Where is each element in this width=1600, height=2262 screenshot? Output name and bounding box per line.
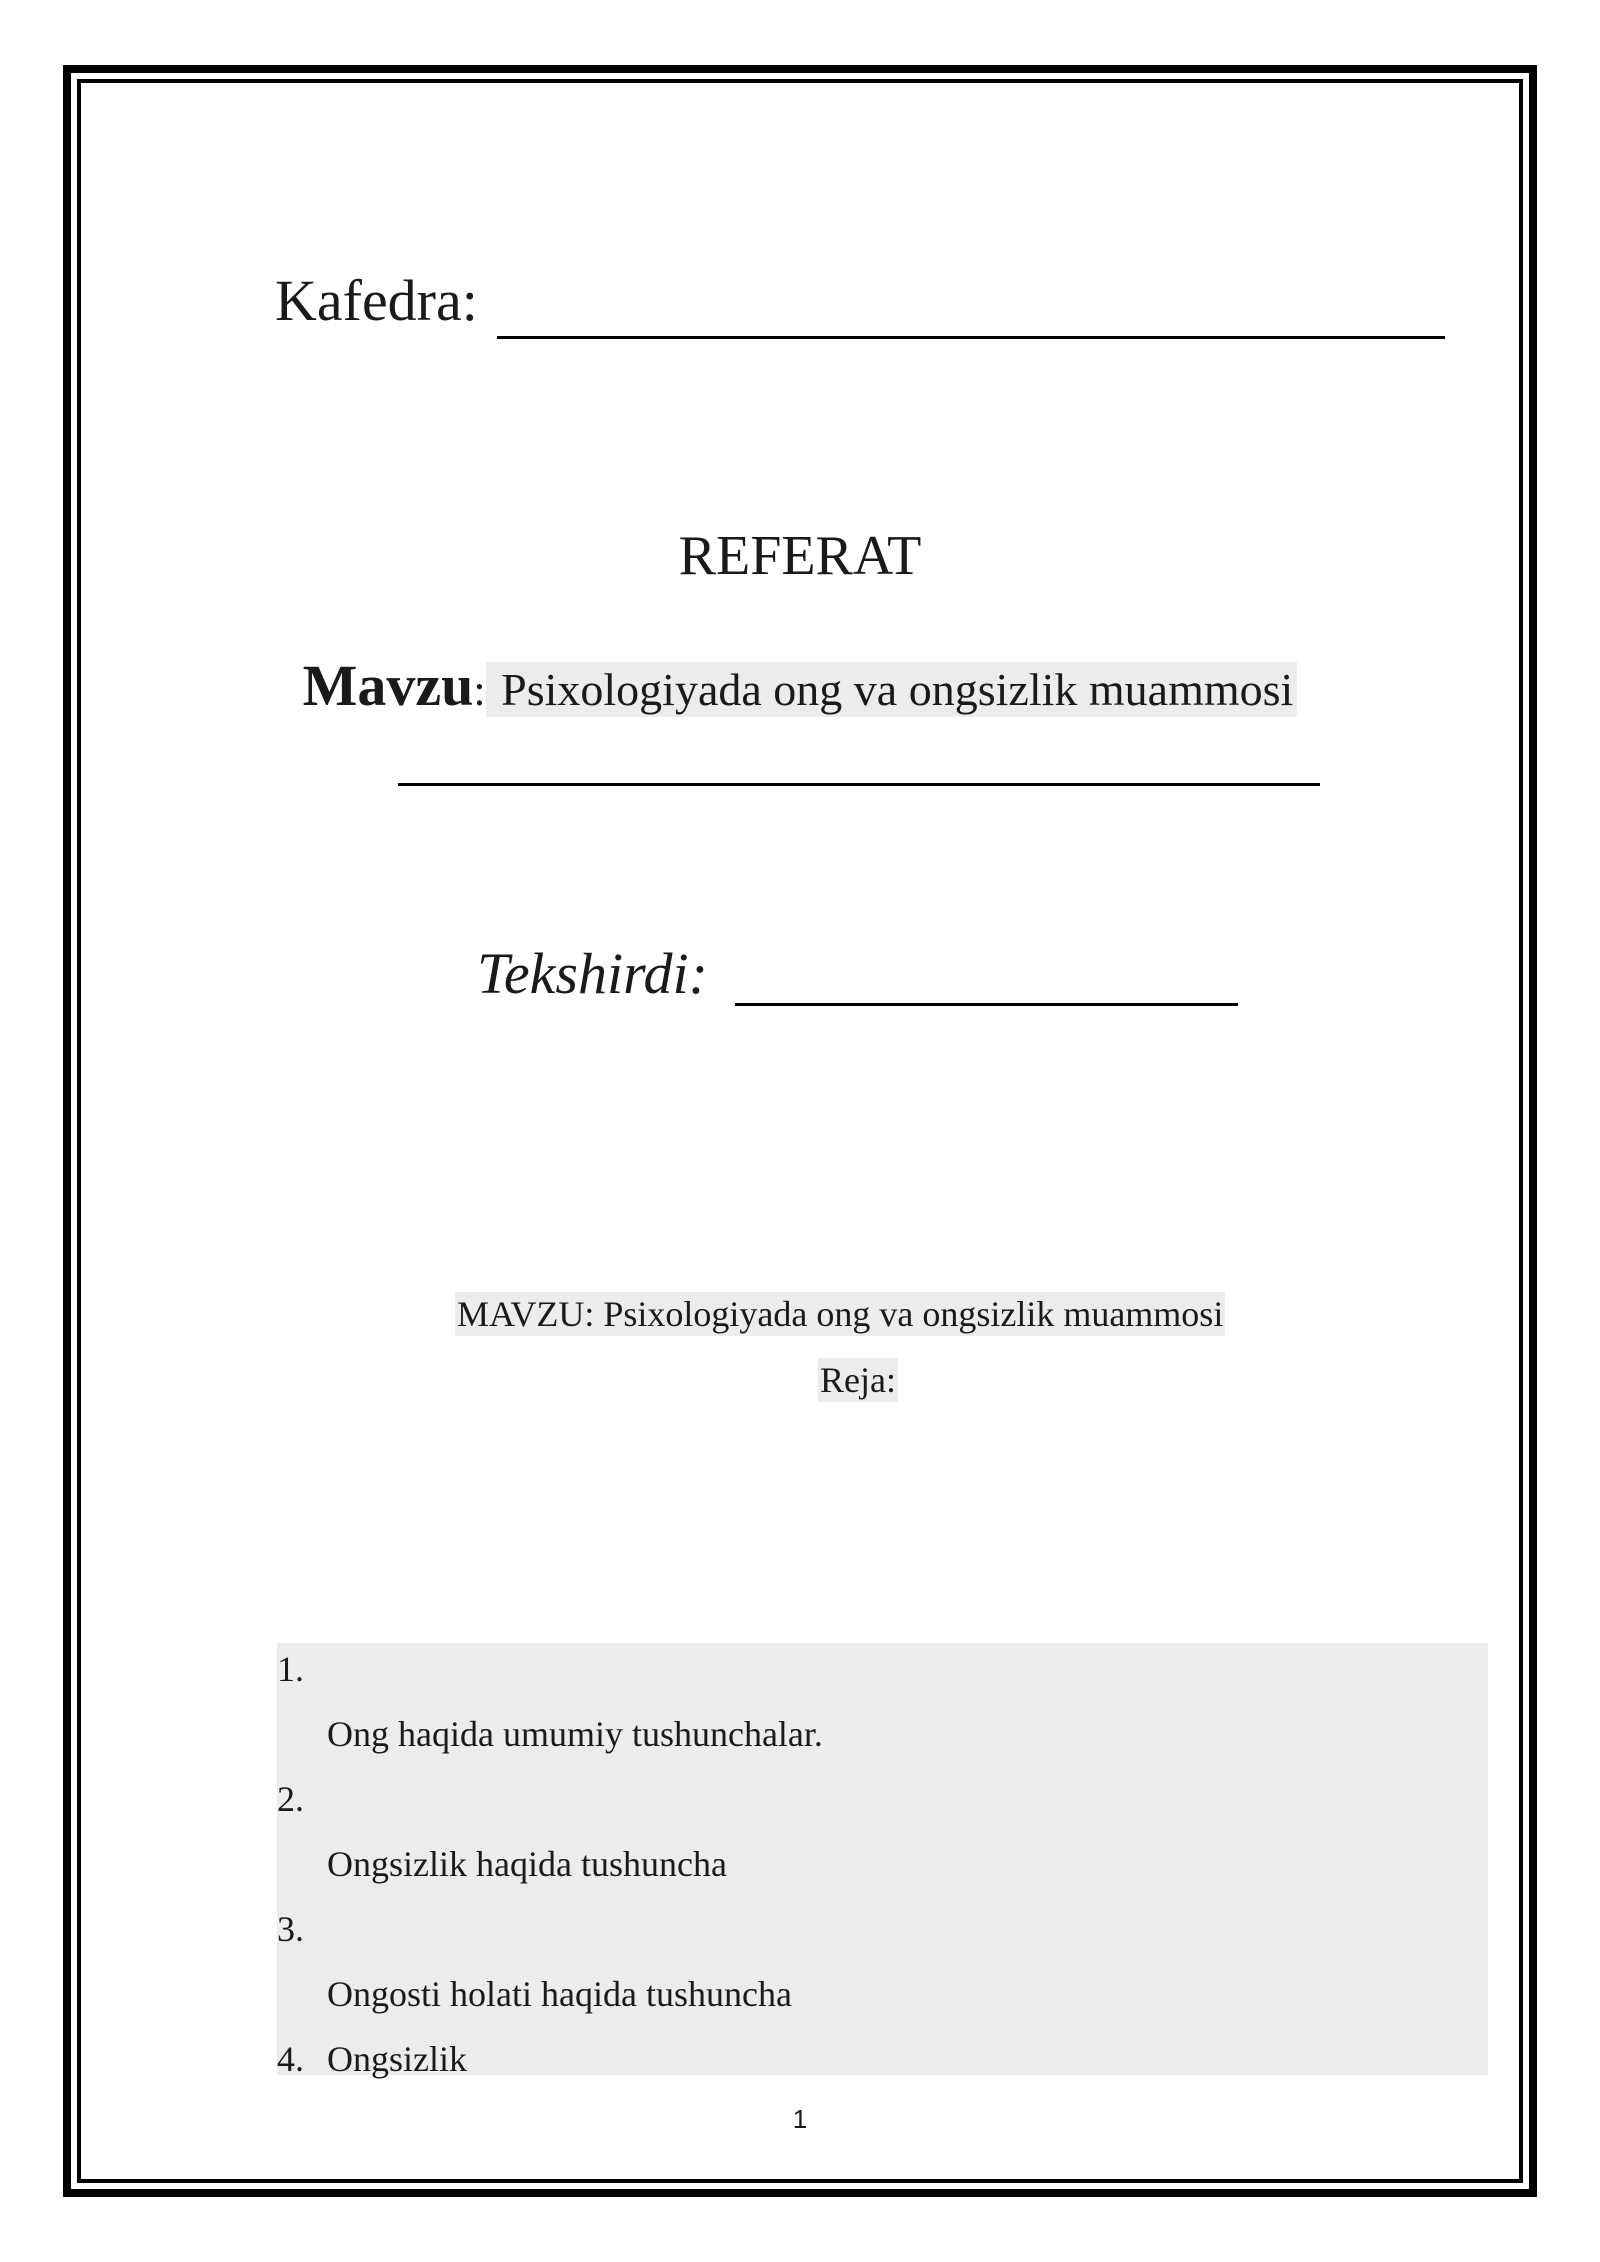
- document-title: REFERAT: [678, 525, 922, 587]
- mavzu-topic: Psixologiyada ong va ongsizlik muammosi: [486, 662, 1298, 717]
- kafedra-label: Kafedra:: [275, 268, 478, 333]
- plan-item-number: 3.: [277, 1909, 304, 1949]
- plan-item-text: Ongosti holati haqida tushuncha: [327, 1974, 792, 2014]
- mavzu-row: [0, 652, 1600, 719]
- plan-item-text: Ongsizlik: [327, 2039, 467, 2079]
- topic-line: MAVZU: Psixologiyada ong va ongsizlik muammosi: [457, 1294, 1224, 1334]
- plan-item: [277, 1643, 1488, 1773]
- mavzu-label: Mavzu: [302, 653, 474, 718]
- page-number: 1: [792, 2104, 808, 2134]
- plan-item: [277, 1903, 1488, 2033]
- plan-item-text: Ongsizlik haqida tushuncha: [327, 1844, 727, 1884]
- tekshirdi-fill-line: [735, 1003, 1238, 1006]
- tekshirdi-label: Tekshirdi:: [477, 941, 708, 1006]
- plan-item: [277, 2033, 1488, 2079]
- plan-item-text: Ong haqida umumiy tushunchalar.: [327, 1714, 823, 1754]
- plan-list: [277, 1643, 1488, 2079]
- plan-item-number: 1.: [277, 1649, 304, 1689]
- plan-heading: Reja:: [820, 1360, 896, 1400]
- mavzu-colon: :: [473, 666, 486, 715]
- plan-item: [277, 1773, 1488, 1903]
- mavzu-fill-line: [398, 783, 1320, 786]
- plan-item-number: 2.: [277, 1779, 304, 1819]
- kafedra-fill-line: [497, 336, 1445, 339]
- plan-item-number: 4.: [277, 2039, 304, 2079]
